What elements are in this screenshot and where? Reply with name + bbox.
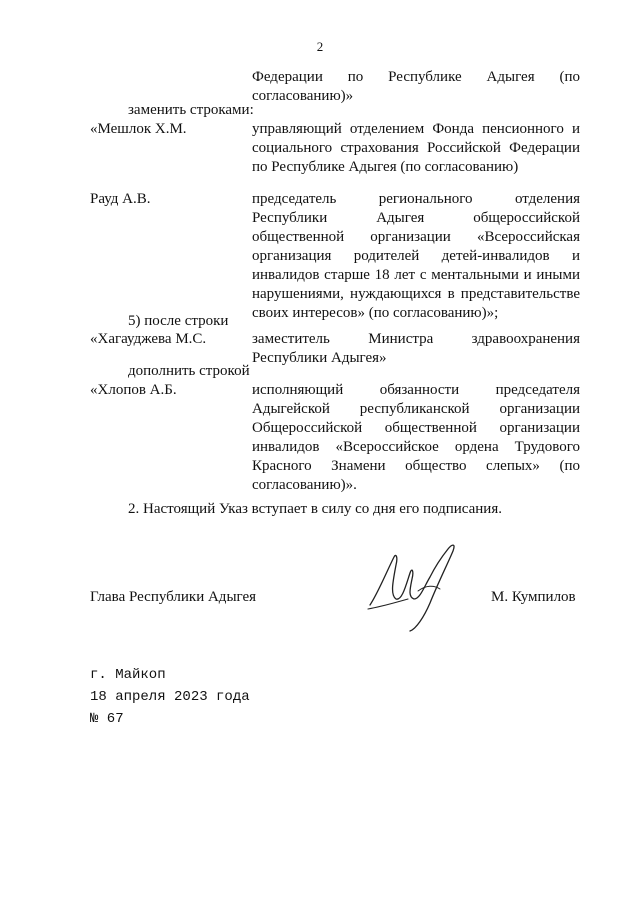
clause-2: 2. Настоящий Указ вступает в силу со дня его подписания. bbox=[128, 501, 502, 517]
entry-name-meshlok: «Мешлок Х.М. bbox=[90, 121, 187, 137]
date: 18 апреля 2023 года bbox=[90, 689, 250, 705]
position-line: Республики Адыгея» bbox=[252, 350, 387, 366]
entry-position-khagaudzheva bbox=[252, 330, 580, 368]
position-line: Республики Адыгея общероссийской bbox=[252, 210, 580, 226]
position-line: по Республике Адыгея (по согласованию) bbox=[252, 159, 519, 175]
position-line: социального страхования Российской Федерации bbox=[252, 140, 580, 156]
continuation-text bbox=[252, 68, 580, 106]
signatory-title: Глава Республики Адыгея bbox=[90, 589, 257, 605]
position-line: заместитель Министра здравоохранения bbox=[252, 331, 580, 347]
position-line: Общероссийской общественной организации bbox=[252, 420, 580, 436]
handwritten-signature bbox=[360, 533, 470, 633]
signatory-name: М. Кумпилов bbox=[491, 589, 576, 605]
position-line: общественной организации «Всероссийская bbox=[252, 229, 580, 245]
position-line: инвалидов старше 18 лет с ментальными и иными bbox=[252, 267, 580, 283]
position-line: исполняющий обязанности председателя bbox=[252, 382, 580, 398]
entry-name-khagaudzheva: «Хагауджева М.С. bbox=[90, 331, 207, 347]
document-number: № 67 bbox=[90, 711, 124, 727]
entry-name-raud: Рауд А.В. bbox=[90, 191, 151, 207]
position-line: нарушениями, нуждающихся в представительстве bbox=[252, 286, 580, 302]
page-number: 2 bbox=[316, 39, 324, 54]
add-label: дополнить строкой bbox=[128, 363, 250, 379]
position-line: инвалидов «Всероссийское ордена Трудового bbox=[252, 439, 580, 455]
continuation-line-1: Федерации по Республике Адыгея (по bbox=[252, 69, 580, 85]
entry-name-khlopov: «Хлопов А.Б. bbox=[90, 382, 177, 398]
position-line: организация родителей детей-инвалидов и bbox=[252, 248, 580, 264]
position-line: Адыгейской республиканской организации bbox=[252, 401, 580, 417]
position-line: управляющий отделением Фонда пенсионного и bbox=[252, 121, 580, 137]
replace-label: заменить строками: bbox=[128, 102, 254, 118]
continuation-line-2: согласованию)» bbox=[252, 88, 354, 104]
position-line: своих интересов» (по согласованию)»; bbox=[252, 305, 499, 321]
entry-position-meshlok bbox=[252, 120, 580, 177]
position-line: председатель регионального отделения bbox=[252, 191, 580, 207]
entry-position-khlopov bbox=[252, 381, 580, 495]
position-line: Красного Знамени общество слепых» (по bbox=[252, 458, 580, 474]
after-label: 5) после строки bbox=[128, 313, 229, 329]
entry-position-raud bbox=[252, 190, 580, 323]
position-line: согласованию)». bbox=[252, 477, 357, 493]
place: г. Майкоп bbox=[90, 667, 166, 683]
